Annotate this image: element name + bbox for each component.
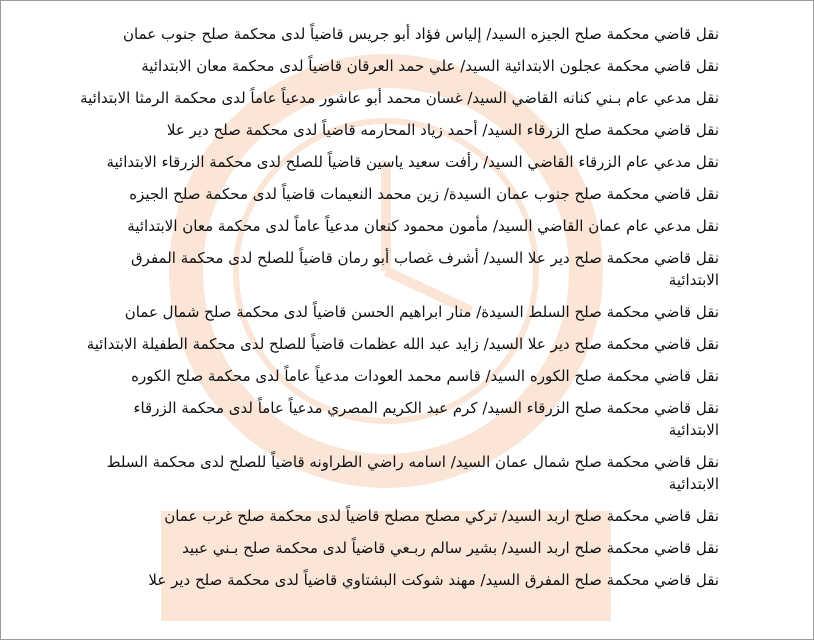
list-item: نقل قاضي محكمة صلح السلط السيدة/ منار ابراهيم الحسن قاضياً لدى محكمة صلح شمال عمان [124,303,719,321]
list-item: نقل قاضي محكمة صلح دير علا السيد/ أشرف غصاب أبو رمان قاضياً للصلح لدى محكمة المفرق الابتدائية [131,249,719,289]
list-item: نقل قاضي محكمة عجلون الابتدائية السيد/ علي حمد العرقان قاضياً لدى محكمة معان الابتدائية [141,57,719,75]
transfer-list [79,23,719,601]
list-item: نقل قاضي محكمة صلح شمال عمان السيد/ اسامه راضي الطراونه قاضياً للصلح لدى محكمة السلط الابتدائية [106,453,719,493]
list-item: نقل قاضي محكمة صلح دير علا السيد/ زايد عبد الله عظمات قاضياً للصلح لدى محكمة الطفيلة الابتدائية [86,335,719,353]
list-item: نقل قاضي محكمة صلح اربد السيد/ تركي مصلح مصلح قاضياً لدى محكمة صلح غرب عمان [164,507,719,525]
list-item: نقل قاضي محكمة صلح الزرقاء السيد/ أحمد زياد المحارمه قاضياً لدى محكمة صلح دير علا [166,121,719,139]
list-item: نقل قاضي محكمة صلح الجيزه السيد/ إلياس فؤاد أبو جريس قاضياً لدى محكمة صلح جنوب عمان [123,25,719,43]
list-item: نقل قاضي محكمة صلح الزرقاء السيد/ كرم عبد الكريم المصري مدعياً عاماً لدى محكمة الزرقاء الابتدائية [133,399,719,439]
list-item: نقل مدعي عام الزرقاء القاضي السيد/ رأفت سعيد ياسين قاضياً للصلح لدى محكمة الزرقاء الابتدائية [106,153,719,171]
list-item: نقل قاضي محكمة صلح اربد السيد/ بشير سالم ربـعي قاضياً لدى محكمة صلح بـني عبيد [182,539,719,557]
list-item: نقل مدعي عام بـني كنانه القاضي السيد/ غسان محمد أبو عاشور مدعياً عاماً لدى محكمة الرمثا الابتدائية [80,89,719,107]
list-item: نقل قاضي محكمة صلح المفرق السيد/ مهند شوكت البشتاوي قاضياً لدى محكمة صلح دير علا [148,571,719,589]
list-item: نقل مدعي عام عمان القاضي السيد/ مأمون محمود كنعان مدعياً عاماً لدى محكمة معان الابتدائية [127,217,719,235]
list-item: نقل قاضي محكمة صلح جنوب عمان السيدة/ زين محمد النعيمات قاضياً لدى محكمة صلح الجيزه [129,185,719,203]
list-item: نقل قاضي محكمة صلح الكوره السيد/ قاسم محمد العودات مدعياً عاماً لدى محكمة صلح الكوره [131,367,719,385]
